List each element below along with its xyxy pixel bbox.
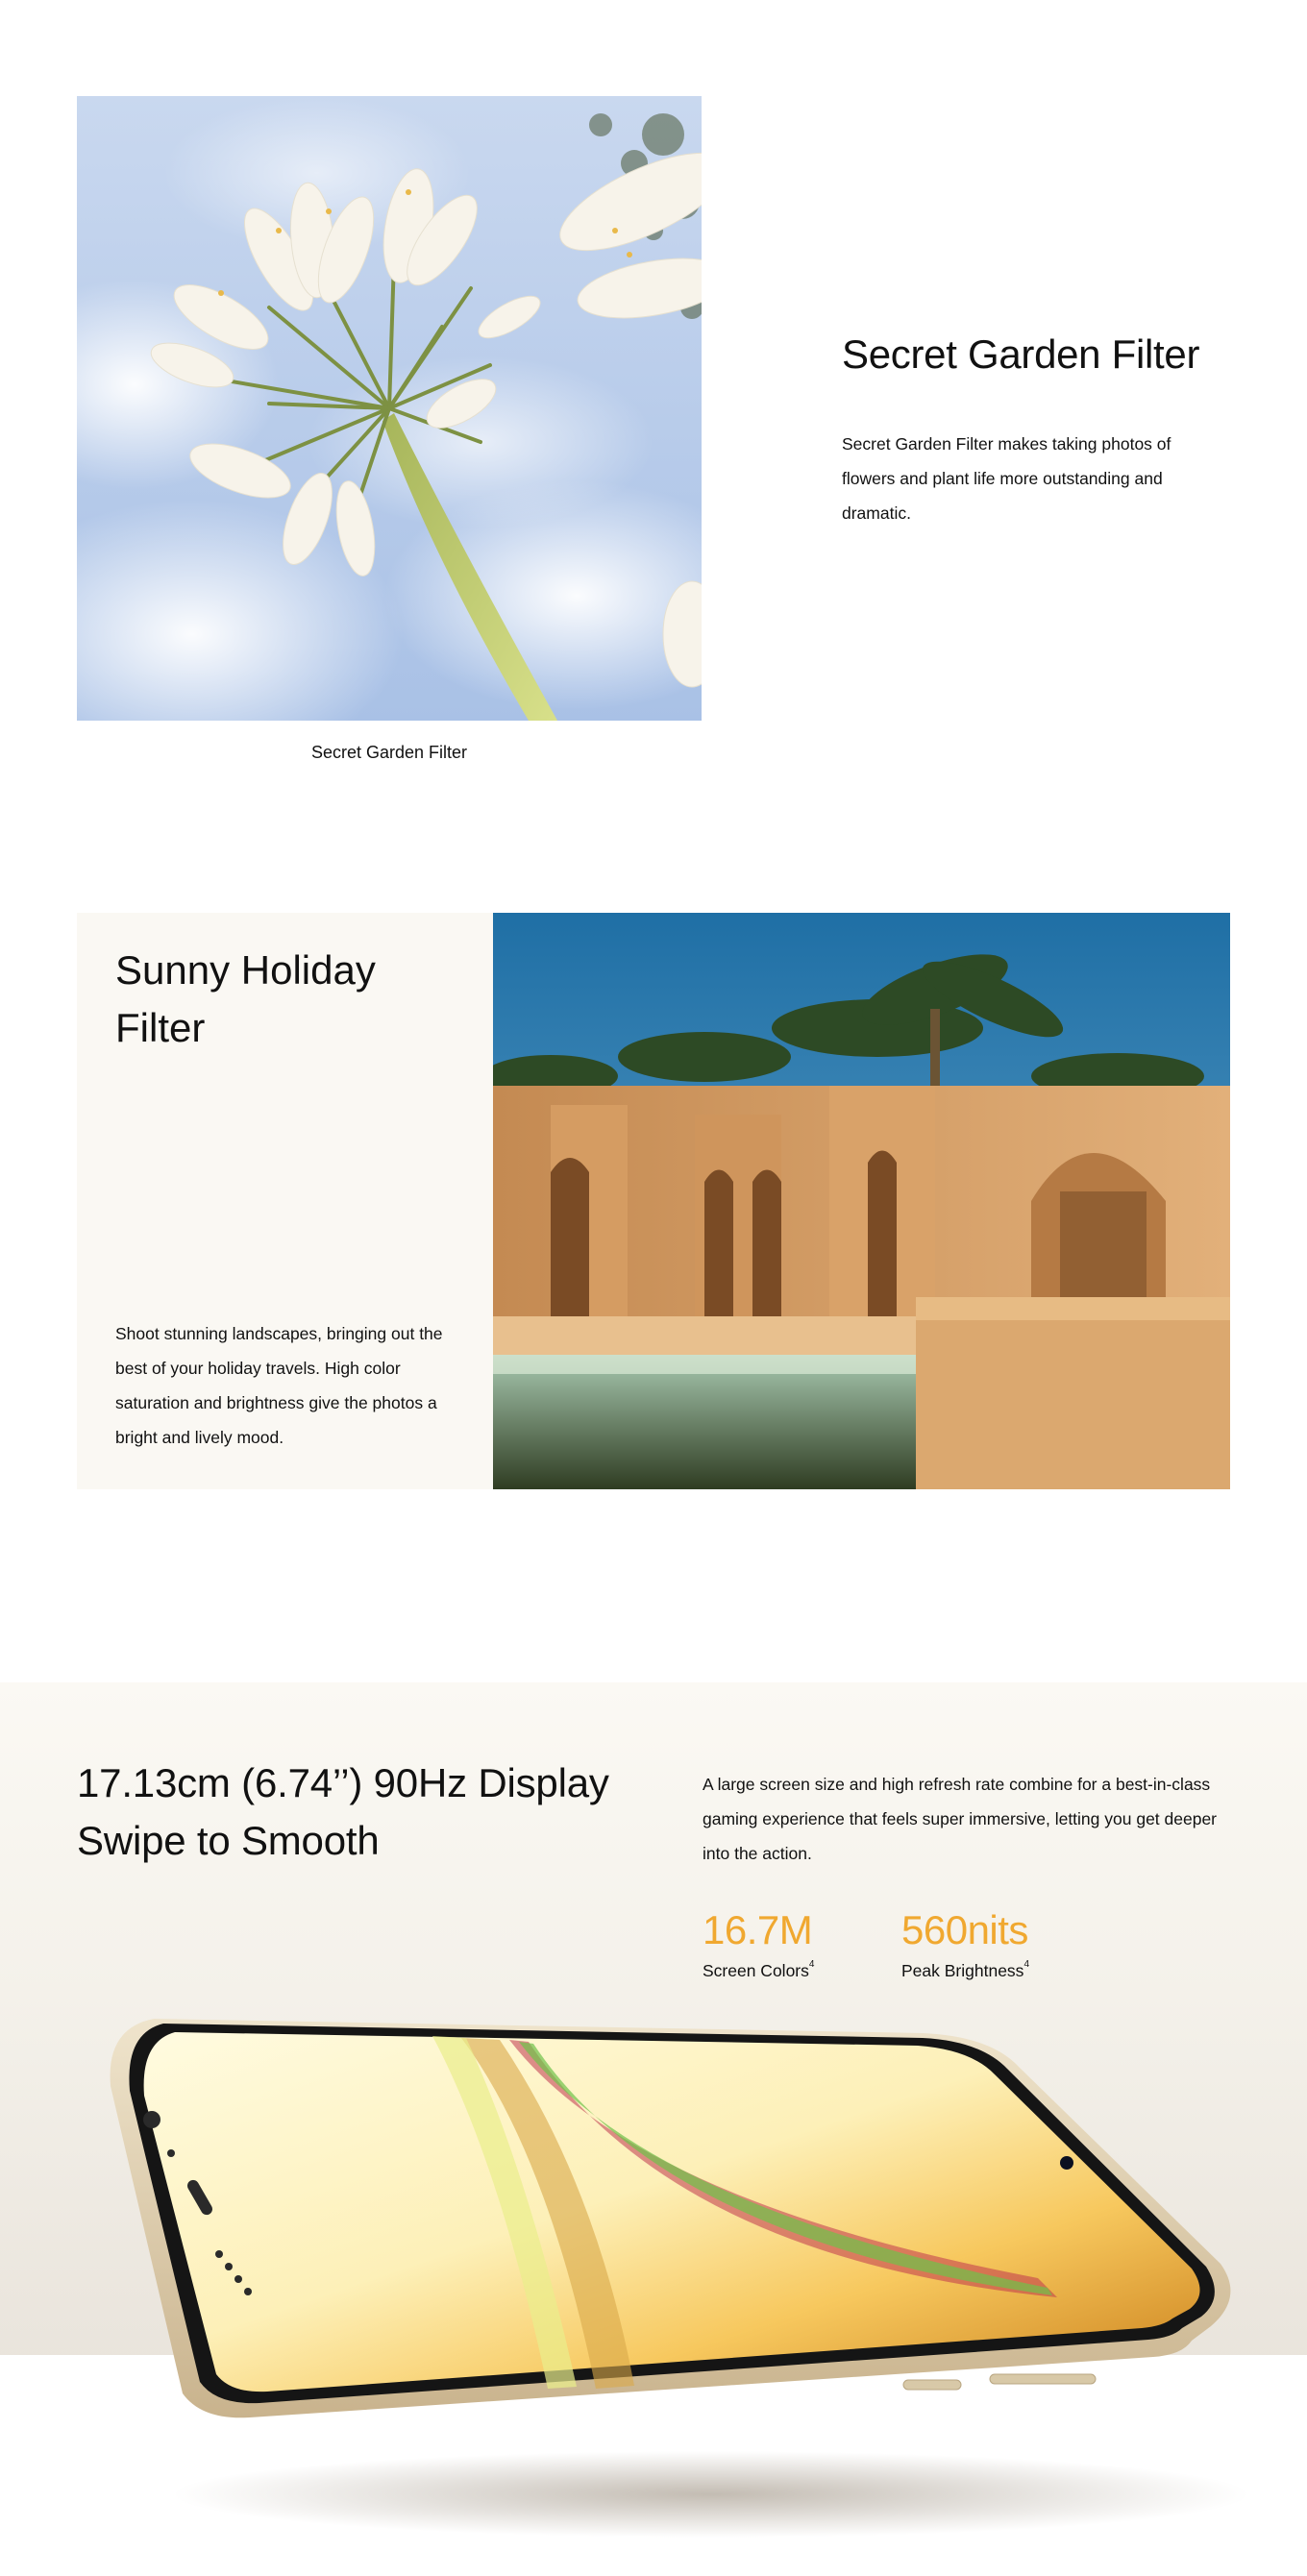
secret-garden-description: Secret Garden Filter makes taking photos of flowers and plant life more outstanding and dramatic. <box>842 434 1171 523</box>
sunny-holiday-photo <box>493 913 1230 1489</box>
sunny-holiday-title: Sunny Holiday Filter <box>115 947 376 1050</box>
footnote-marker: 4 <box>1023 1959 1029 1970</box>
sunny-holiday-description: Shoot stunning landscapes, bringing out the best of your holiday travels. High color saturation and brightness give the photos a bright and lively mood. <box>115 1324 443 1447</box>
display-title <box>77 1754 673 1870</box>
display-title-line1: 17.13cm (6.74’’) 90Hz Display <box>77 1760 609 1805</box>
display-title-line2: Swipe to Smooth <box>77 1818 380 1863</box>
stat-label: Screen Colors$^4$ <box>703 1959 815 1980</box>
stat-value: 16.7M <box>703 1907 813 1952</box>
stat-screen-colors <box>703 1907 814 1981</box>
smartphone-image <box>96 2009 1249 2547</box>
display-section <box>0 1682 1307 2576</box>
sunny-holiday-card <box>77 913 1230 1489</box>
secret-garden-photo <box>77 96 702 721</box>
secret-garden-caption: Secret Garden Filter <box>310 743 468 762</box>
display-description: A large screen size and high refresh rate combine for a best-in-class gaming experience that feels super immersive, letting you get deeper into the action. <box>703 1775 1218 1863</box>
footnote-marker: 4 <box>808 1959 815 1970</box>
stat-label: Peak Brightness$^4$ <box>901 1959 1029 1980</box>
stat-peak-brightness <box>901 1907 1029 1981</box>
secret-garden-title: Secret Garden Filter <box>842 331 1200 377</box>
stat-value: 560nits <box>901 1907 1028 1952</box>
